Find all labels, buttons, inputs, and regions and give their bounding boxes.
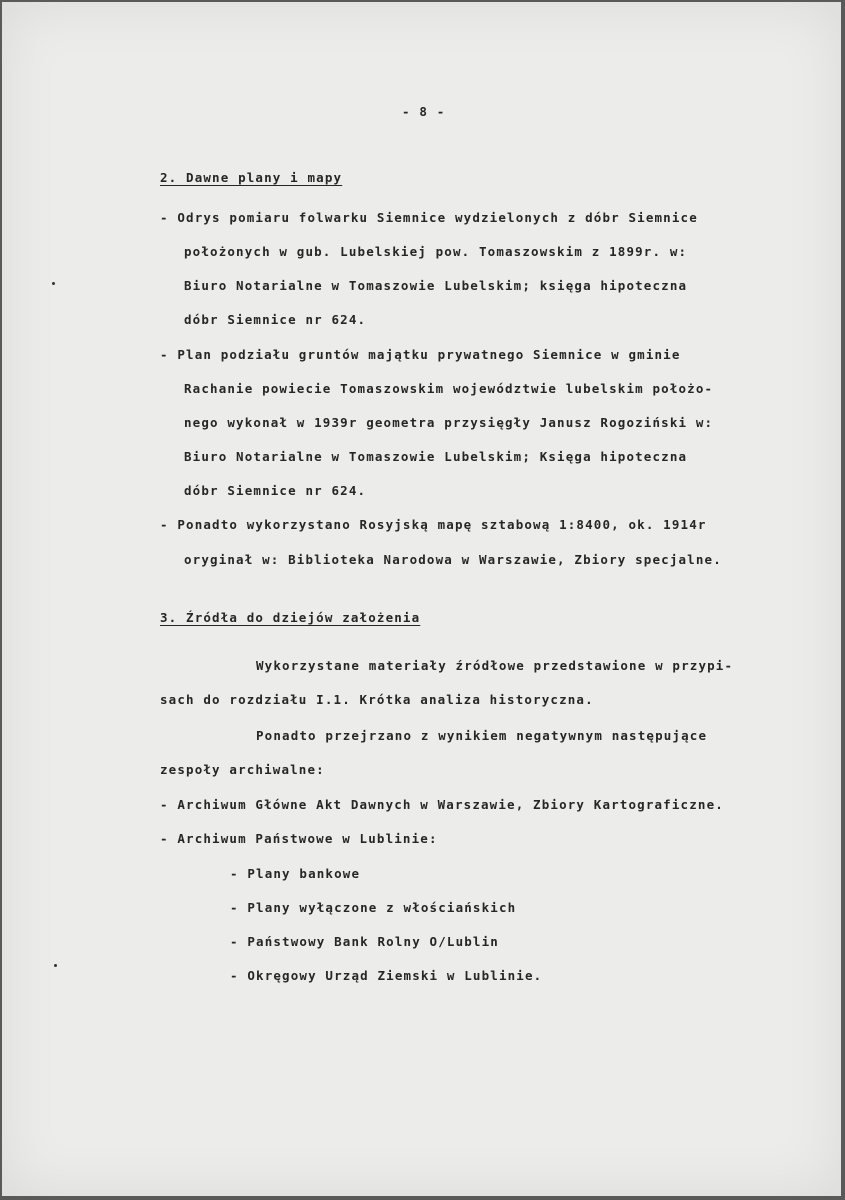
text-line: - Plany bankowe <box>230 866 361 881</box>
text-line: położonych w gub. Lubelskiej pow. Tomaszowskim z 1899r. w: <box>184 244 688 259</box>
text-line: Ponadto przejrzano z wynikiem negatywnym następujące <box>256 728 708 743</box>
text-line: - Plan podziału gruntów majątku prywatnego Siemnice w gminie <box>160 347 681 362</box>
text-line: Wykorzystane materiały źródłowe przedstawione w przypi- <box>256 658 734 673</box>
punch-hole-mark <box>52 282 55 285</box>
text-line: - Ponadto wykorzystano Rosyjską mapę sztabową 1:8400, ok. 1914r <box>160 517 707 532</box>
text-line: - Archiwum Państwowe w Lublinie: <box>160 831 438 846</box>
text-line: Biuro Notarialne w Tomaszowie Lubelskim; księga hipoteczna <box>184 278 688 293</box>
document-page <box>2 2 841 1196</box>
text-line: Biuro Notarialne w Tomaszowie Lubelskim; Księga hipoteczna <box>184 449 688 464</box>
punch-hole-mark <box>54 964 57 967</box>
text-line: - Archiwum Główne Akt Dawnych w Warszawie, Zbiory Kartograficzne. <box>160 797 724 812</box>
text-line: dóbr Siemnice nr 624. <box>184 312 367 327</box>
text-line: dóbr Siemnice nr 624. <box>184 483 367 498</box>
section-2-heading: 2. Dawne plany i mapy <box>160 170 343 185</box>
text-line: Rachanie powiecie Tomaszowskim województwie lubelskim położo- <box>184 381 714 396</box>
text-line: - Odrys pomiaru folwarku Siemnice wydzielonych z dóbr Siemnice <box>160 210 698 225</box>
text-line: zespoły archiwalne: <box>160 762 325 777</box>
text-line: - Państwowy Bank Rolny O/Lublin <box>230 934 499 949</box>
text-line: sach do rozdziału I.1. Krótka analiza historyczna. <box>160 692 594 707</box>
text-line: - Plany wyłączone z włościańskich <box>230 900 517 915</box>
section-3-heading: 3. Źródła do dziejów założenia <box>160 610 421 625</box>
text-line: - Okręgowy Urząd Ziemski w Lublinie. <box>230 968 543 983</box>
text-line: oryginał w: Biblioteka Narodowa w Warszawie, Zbiory specjalne. <box>184 552 722 567</box>
page-number: - 8 - <box>402 104 446 119</box>
text-line: nego wykonał w 1939r geometra przysięgły Janusz Rogoziński w: <box>184 415 714 430</box>
